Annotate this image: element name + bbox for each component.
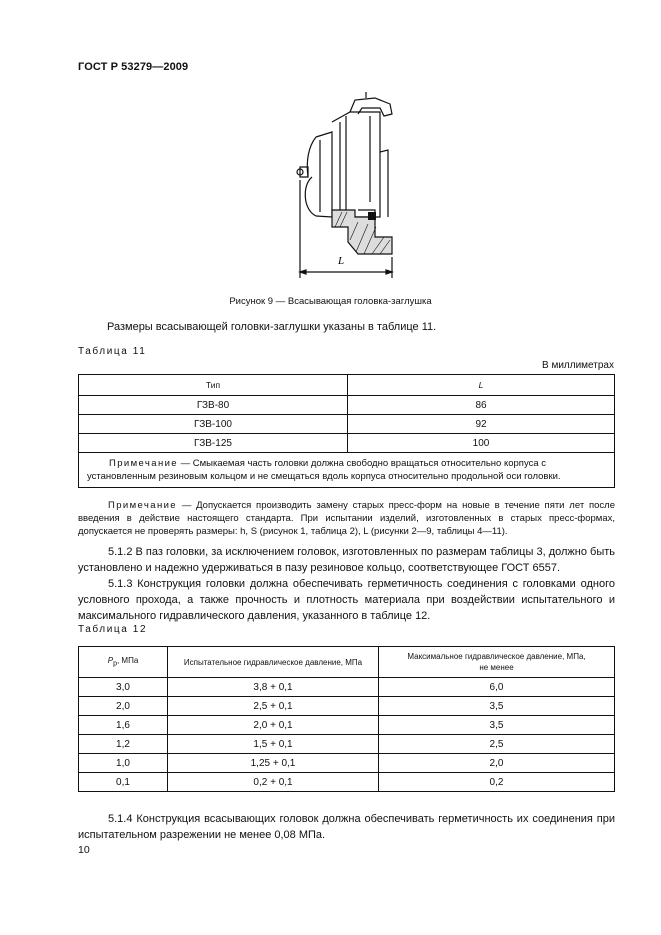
- cell-test: 2,0 + 0,1: [168, 716, 379, 735]
- cell-type: ГЗВ-100: [79, 415, 348, 434]
- p-subscript: р: [113, 660, 117, 668]
- table-header-row: [79, 647, 615, 678]
- cell-pressure: 3,0: [79, 678, 168, 697]
- note-label: Примечание: [109, 458, 178, 469]
- cell-type: ГЗВ-125: [79, 434, 348, 453]
- cell-max: 2,5: [379, 735, 615, 754]
- cell-l: 92: [348, 415, 615, 434]
- cell-test: 3,8 + 0,1: [168, 678, 379, 697]
- p-symbol: P: [107, 655, 114, 665]
- cell-l: 100: [348, 434, 615, 453]
- figure-caption: Рисунок 9 — Всасывающая головка-заглушка: [229, 296, 432, 307]
- note-text: — Допускается производить замену старых пресс-форм на новые в течение пяти лет после введения в действие настоящего стандарта. При испытании изделий, изготовленных в старых пресс-формах, допускается не проверять размеры: h, S (рисунок 1, таблица 2), L (рисунки 2—9, таблицы 4—11).: [78, 500, 615, 537]
- max-header-line2: не менее: [479, 663, 514, 672]
- table11-label: Таблица 11: [78, 346, 147, 357]
- col-header-test-pressure: Испытательное гидравлическое давление, МПа: [168, 647, 379, 678]
- cell-max: 3,5: [379, 716, 615, 735]
- col-header-l: L: [348, 375, 615, 396]
- table12-label: Таблица 12: [78, 624, 148, 635]
- cell-pressure: 1,6: [79, 716, 168, 735]
- section-5-1-4: 5.1.4 Конструкция всасывающих головок должна обеспечивать герметичность их соединения при испытательном разрежении не менее 0,08 МПа.: [78, 813, 615, 841]
- cell-test: 0,2 + 0,1: [168, 773, 379, 792]
- table-row: [79, 415, 615, 434]
- cell-test: 1,5 + 0,1: [168, 735, 379, 754]
- table-row: [79, 434, 615, 453]
- table-note-row: [79, 453, 615, 488]
- page-number: 10: [78, 844, 90, 856]
- table-row: [79, 716, 615, 735]
- p-unit: , МПа: [116, 655, 139, 665]
- cell-max: 6,0: [379, 678, 615, 697]
- cell-test: 2,5 + 0,1: [168, 697, 379, 716]
- table11-units: В миллиметрах: [542, 360, 614, 371]
- cell-pressure: 2,0: [79, 697, 168, 716]
- table-row: [79, 735, 615, 754]
- cell-max: 3,5: [379, 697, 615, 716]
- general-note: [78, 499, 615, 538]
- table11: [78, 374, 615, 488]
- table-row: [79, 678, 615, 697]
- col-header-pressure: [79, 647, 168, 678]
- table-header-row: [79, 375, 615, 396]
- table-row: [79, 754, 615, 773]
- cell-test: 1,25 + 0,1: [168, 754, 379, 773]
- max-header-line1: Максимальное гидравлическое давление, МПа,: [407, 652, 586, 661]
- section-5-1-3: 5.1.3 Конструкция головки должна обеспечивать герметичность соединения с головками одного условного прохода, а также прочность и плотность материала при воздействии испытательного и максимального гидравлического давления, указанного в таблице 12.: [78, 578, 615, 622]
- table11-note: [79, 453, 615, 488]
- col-header-type: Тип: [79, 375, 348, 396]
- dimension-l-label: L: [338, 255, 345, 267]
- table-row: [79, 773, 615, 792]
- cell-max: 0,2: [379, 773, 615, 792]
- cell-l: 86: [348, 396, 615, 415]
- cell-type: ГЗВ-80: [79, 396, 348, 415]
- table12: [78, 646, 615, 792]
- col-header-max-pressure: [379, 647, 615, 678]
- note-label: Примечание: [108, 500, 177, 511]
- intro-paragraph: Размеры всасывающей головки-заглушки указаны в таблице 11.: [107, 321, 437, 333]
- standard-header: ГОСТ Р 53279—2009: [78, 61, 189, 73]
- cell-max: 2,0: [379, 754, 615, 773]
- section-5-1-2: 5.1.2 В паз головки, за исключением головок, изготовленных по размерам таблицы 3, должно быть установлено и надежно удерживаться в пазу резиновое кольцо, соответствующее ГОСТ 6557.: [78, 546, 615, 574]
- cell-pressure: 0,1: [79, 773, 168, 792]
- suction-head-plug-drawing: [280, 92, 420, 292]
- table-row: [79, 697, 615, 716]
- table-row: [79, 396, 615, 415]
- cell-pressure: 1,2: [79, 735, 168, 754]
- note-text: — Смыкаемая часть головки должна свободно вращаться относительно корпуса с установленным резиновым кольцом и не смещаться вдоль корпуса относительно продольной оси головки.: [87, 458, 561, 482]
- cell-pressure: 1,0: [79, 754, 168, 773]
